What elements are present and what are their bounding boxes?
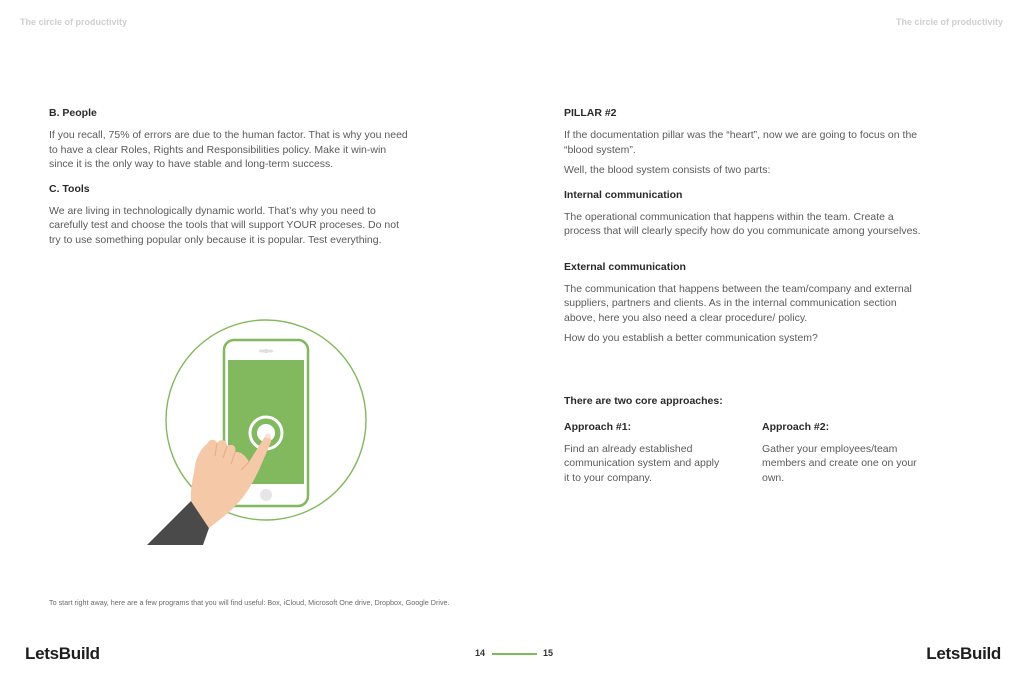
question-paragraph: How do you establish a better communication system? [564,332,818,344]
page-number-divider [492,653,537,655]
approach-1-body: Find an already established communication system and apply it to your company. [564,442,720,484]
approach-2 [762,420,924,486]
pillar-heading: PILLAR #2 [564,107,617,119]
approaches-grid [564,420,924,486]
running-head-right: The circle of productivity [895,17,1003,27]
tools-heading: C. Tools [49,182,90,195]
approach-1-heading: Approach #1: [564,420,632,433]
approach-2-heading: Approach #2: [762,420,830,433]
approach-1 [564,420,726,486]
letsbuild-logo-right: LetsBuild [926,644,1001,663]
running-head-left: The circle of productivity [20,17,128,27]
internal-communication-heading: Internal communication [564,188,683,201]
external-communication-heading: External communication [564,260,686,273]
people-heading: B. People [49,107,97,119]
internal-communication-body: The operational communication that happens within the team. Create a process that will clearly specify how do you communicate among yourselves. [564,210,921,237]
people-body: If you recall, 75% of errors are due to the human factor. That is why you need to have a clear Roles, Rights and Responsibilities policy. Make it win-win since it is the only way to have stable and long-term success. [49,129,408,170]
letsbuild-logo-left: LetsBuild [25,644,100,663]
page-number-right: 15 [543,648,554,658]
left-page-content [49,106,409,247]
page-number-left: 14 [475,648,486,658]
footnote: To start right away, here are a few programs that you will find useful: Box, iCloud, Microsoft One drive, Dropbox, Google Drive. [49,598,450,607]
external-communication-body: The communication that happens between the team/company and external suppliers, partners and clients. As in the internal communication section above, here you also need a clear procedure/ policy. [564,282,912,324]
intro-paragraph-2: Well, the blood system consists of two parts: [564,164,771,176]
hand-tapping-smartphone-icon [145,318,375,548]
right-page-content [564,106,924,485]
approaches-heading: There are two core approaches: [564,394,723,407]
intro-paragraph: If the documentation pillar was the “heart”, now we are going to focus on the “blood system”. [564,129,918,156]
approach-2-body: Gather your employees/team members and create one on your own. [762,442,917,484]
tools-body: We are living in technologically dynamic world. That’s why you need to carefully test and choose the tools that will support YOUR proceses. Do not try to use something popular only because it is popular. Test everything. [49,204,399,246]
